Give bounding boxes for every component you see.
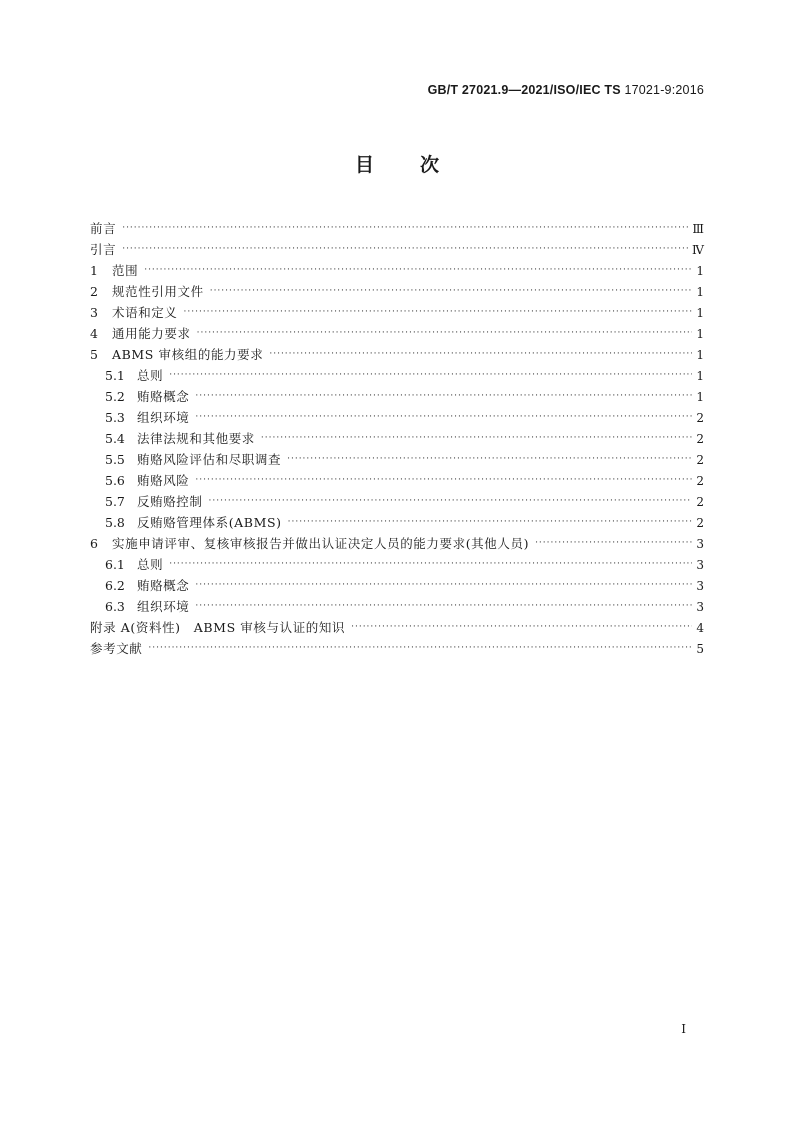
- toc-entry-6-2[interactable]: [90, 575, 704, 596]
- toc-page-number: 2: [696, 432, 704, 446]
- toc-dot-leader: [169, 371, 692, 380]
- toc-entry-introduction[interactable]: [90, 239, 704, 260]
- toc-page-number: 4: [696, 621, 704, 635]
- toc-entry-label: 前言: [90, 221, 117, 236]
- toc-entry-label: 总则: [137, 368, 164, 383]
- toc-page-number: 1: [696, 369, 704, 383]
- toc-entry-5-6[interactable]: [90, 470, 704, 491]
- toc-entry-number: 3: [90, 305, 98, 320]
- toc-page-number: Ⅲ: [692, 222, 704, 236]
- toc-entry-6[interactable]: [90, 533, 704, 554]
- toc-dot-leader: [184, 308, 692, 317]
- toc-dot-leader: [122, 224, 688, 233]
- toc-dot-leader: [195, 602, 692, 611]
- toc-page-number: 2: [696, 516, 704, 530]
- toc-entry-number: 6: [90, 536, 98, 551]
- toc-entry-number: 6.2: [105, 578, 125, 593]
- toc-page-number: 1: [696, 285, 704, 299]
- toc-page-number: 1: [696, 306, 704, 320]
- toc-page-number: 1: [696, 390, 704, 404]
- toc-dot-leader: [195, 581, 692, 590]
- toc-dot-leader: [535, 539, 692, 548]
- toc-entry-label: 反贿赂管理体系(ABMS): [137, 515, 282, 530]
- toc-entry-5-4[interactable]: [90, 428, 704, 449]
- standard-code: GB/T 27021.9—2021/ISO/IEC TS: [427, 83, 625, 97]
- toc-page-number: 1: [696, 327, 704, 341]
- toc-entry-label: 反贿赂控制: [137, 494, 203, 509]
- toc-entry-label: 参考文献: [90, 641, 143, 656]
- toc-page-number: 1: [696, 348, 704, 362]
- toc-dot-leader: [269, 350, 692, 359]
- toc-entry-number: 5.4: [105, 431, 125, 446]
- toc-entry-label: 贿赂概念: [137, 578, 190, 593]
- toc-entry-5-2[interactable]: [90, 386, 704, 407]
- toc-entry-number: 5.5: [105, 452, 125, 467]
- toc-entry-6-1[interactable]: [90, 554, 704, 575]
- toc-entry-number: 5: [90, 347, 98, 362]
- toc-entry-number: 4: [90, 326, 98, 341]
- toc-dot-leader: [122, 245, 688, 254]
- toc-page-number: 3: [696, 537, 704, 551]
- toc-entry-bibliography[interactable]: [90, 638, 704, 659]
- toc-entry-foreword[interactable]: [90, 218, 704, 239]
- toc-entry-5-3[interactable]: [90, 407, 704, 428]
- toc-dot-leader: [195, 413, 692, 422]
- toc-entry-5[interactable]: [90, 344, 704, 365]
- page-footer-number: Ⅰ: [681, 1022, 686, 1036]
- toc-page-number: 2: [696, 474, 704, 488]
- toc-entry-label: 附录 A(资料性) ABMS 审核与认证的知识: [90, 620, 346, 635]
- toc-entry-label: 贿赂概念: [137, 389, 190, 404]
- toc-entry-number: 6.1: [105, 557, 125, 572]
- toc-entry-label: 引言: [90, 242, 117, 257]
- toc-entry-label: 范围: [112, 263, 139, 278]
- toc-entry-label: 组织环境: [137, 410, 190, 425]
- toc-dot-leader: [144, 266, 692, 275]
- toc-entry-label: 组织环境: [137, 599, 190, 614]
- toc-entry-label: 法律法规和其他要求: [137, 431, 255, 446]
- toc-page-number: 3: [696, 600, 704, 614]
- toc-dot-leader: [351, 623, 692, 632]
- toc-page-number: 3: [696, 579, 704, 593]
- toc-entry-3[interactable]: [90, 302, 704, 323]
- toc-dot-leader: [169, 560, 692, 569]
- toc-entry-label: 实施申请评审、复核审核报告并做出认证决定人员的能力要求(其他人员): [112, 536, 530, 551]
- toc-entry-5-7[interactable]: [90, 491, 704, 512]
- toc-dot-leader: [287, 455, 692, 464]
- toc-entry-label: 总则: [137, 557, 164, 572]
- toc-entry-number: 5.7: [105, 494, 125, 509]
- toc-entry-5-5[interactable]: [90, 449, 704, 470]
- toc-entry-number: 5.8: [105, 515, 125, 530]
- toc-dot-leader: [195, 476, 692, 485]
- toc-dot-leader: [210, 287, 692, 296]
- toc-entry-label: ABMS 审核组的能力要求: [112, 347, 264, 362]
- standard-code-tail: 17021-9:2016: [624, 83, 704, 97]
- toc-entry-5-1[interactable]: [90, 365, 704, 386]
- toc-dot-leader: [148, 644, 692, 653]
- toc-page-number: 2: [696, 495, 704, 509]
- toc-entry-2[interactable]: [90, 281, 704, 302]
- toc-entry-number: 2: [90, 284, 98, 299]
- toc-entry-number: 6.3: [105, 599, 125, 614]
- toc-entry-label: 术语和定义: [112, 305, 178, 320]
- toc-entry-label: 贿赂风险评估和尽职调查: [137, 452, 282, 467]
- toc-page-number: Ⅳ: [692, 243, 704, 257]
- toc-page-number: 3: [696, 558, 704, 572]
- toc-entry-label: 规范性引用文件: [112, 284, 204, 299]
- toc-dot-leader: [261, 434, 692, 443]
- toc-entry-number: 5.3: [105, 410, 125, 425]
- toc-entry-4[interactable]: [90, 323, 704, 344]
- table-of-contents: [90, 218, 704, 659]
- toc-entry-number: 1: [90, 263, 98, 278]
- toc-page-number: 2: [696, 411, 704, 425]
- toc-entry-annex-a[interactable]: [90, 617, 704, 638]
- page-title: 目次: [354, 154, 485, 176]
- toc-entry-label: 贿赂风险: [137, 473, 190, 488]
- toc-entry-label: 通用能力要求: [112, 326, 191, 341]
- toc-entry-number: 5.1: [105, 368, 125, 383]
- toc-dot-leader: [195, 392, 692, 401]
- toc-entry-5-8[interactable]: [90, 512, 704, 533]
- toc-page-number: 5: [696, 642, 704, 656]
- standard-code-header: [428, 83, 704, 97]
- toc-dot-leader: [209, 497, 692, 506]
- toc-entry-1[interactable]: [90, 260, 704, 281]
- toc-entry-number: 5.2: [105, 389, 125, 404]
- toc-dot-leader: [197, 329, 692, 338]
- toc-entry-number: 5.6: [105, 473, 125, 488]
- toc-dot-leader: [288, 518, 692, 527]
- toc-page-number: 2: [696, 453, 704, 467]
- toc-entry-6-3[interactable]: [90, 596, 704, 617]
- toc-page-number: 1: [696, 264, 704, 278]
